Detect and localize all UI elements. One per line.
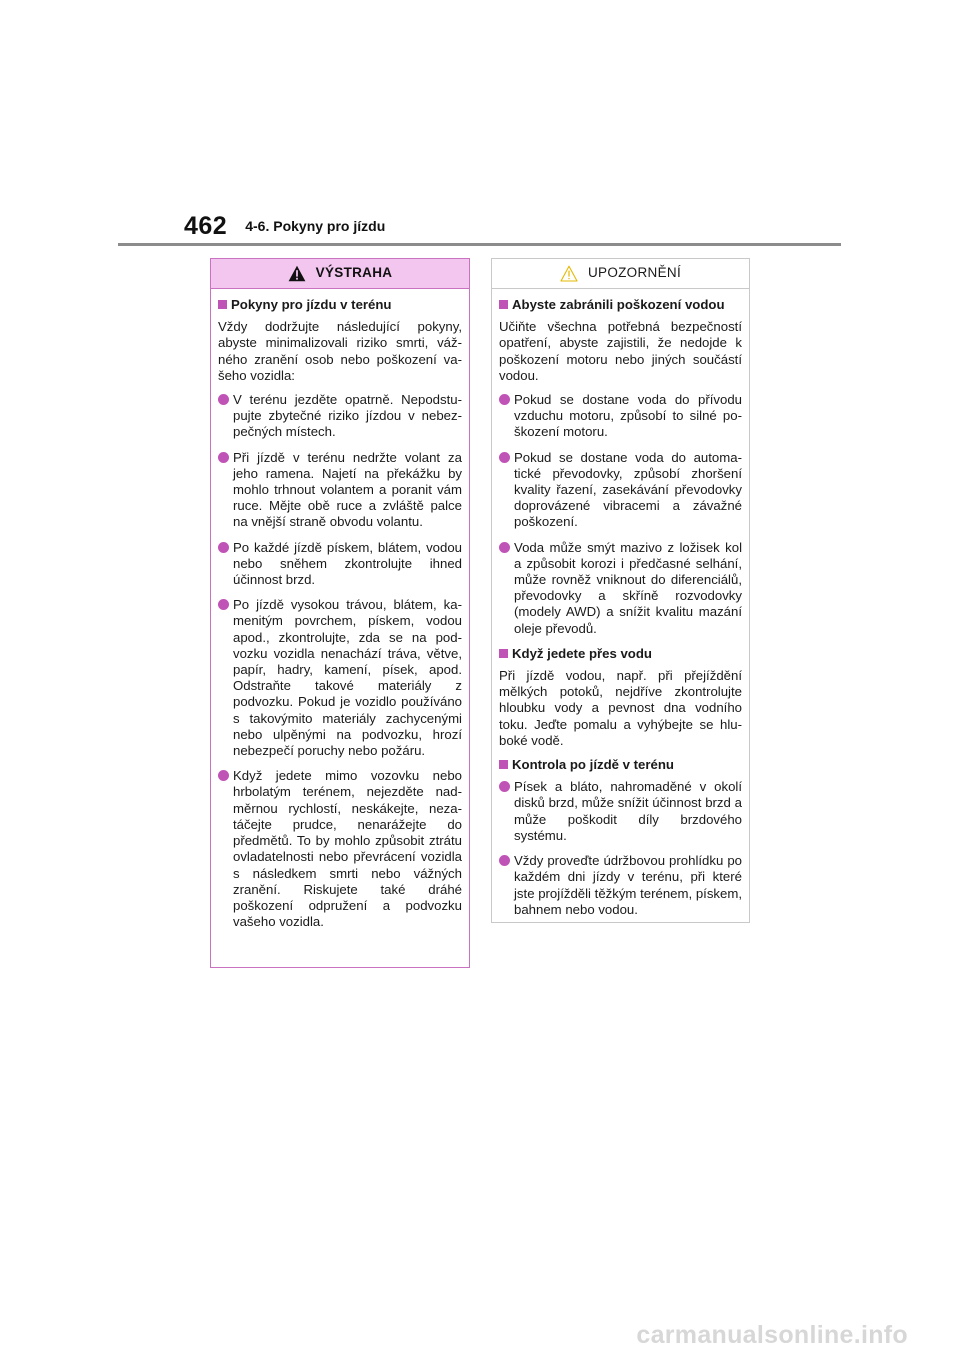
page-header bbox=[184, 212, 385, 241]
circle-bullet-icon bbox=[218, 599, 229, 610]
caution-box bbox=[491, 258, 750, 923]
list-item-text: Voda může smýt mazivo z ložisek kol a způsobit korozi i předčasné selhání, může rovněž vniknout do diferenciálů, převodovky a skříně rozvodovky (modely AWD) a snížit kvalitu mazání oleje převodů. bbox=[514, 539, 742, 636]
list-item-text: Pokud se dostane voda do automatické převodovky, způsobí zhoršení kvality řazení, zasekávání převodovky doprovázené vibracemi a závažné poškození. bbox=[514, 449, 742, 530]
warning-heading-text: Pokyny pro jízdu v terénu bbox=[231, 297, 392, 312]
list-item-text: Písek a bláto, nahromaděné v okolí disků brzd, může snížit účinnost brzd a může poškodit díly brzdového systému. bbox=[514, 779, 742, 843]
caution-box-title: UPOZORNĚNÍ bbox=[587, 265, 681, 281]
caution-heading-text: Kontrola po jízdě v terénu bbox=[512, 757, 674, 773]
caution-box-header bbox=[492, 259, 749, 289]
circle-bullet-icon bbox=[218, 452, 229, 463]
square-bullet-icon bbox=[499, 300, 508, 309]
warning-heading bbox=[218, 297, 462, 313]
caution-heading-text: Když jedete přes vodu bbox=[512, 645, 652, 661]
circle-bullet-icon bbox=[218, 394, 229, 405]
warning-box bbox=[210, 258, 470, 968]
warning-box-header bbox=[211, 259, 469, 289]
caution-intro: Učiňte všechna potřebná bezpečností opatření, abyste zajistili, že nedojde k poškození motoru nebo jiných součástí vodou. bbox=[499, 319, 742, 383]
circle-bullet-icon bbox=[218, 770, 229, 781]
caution-heading bbox=[499, 646, 742, 662]
warning-intro: Vždy dodržujte následující pokyny, abyste minimalizovali riziko smrti, vážného zranění osob nebo poškození vašeho vozidla: bbox=[218, 319, 462, 383]
watermark: carmanualsonline.info bbox=[636, 1321, 908, 1349]
warning-box-body bbox=[211, 289, 469, 930]
list-item bbox=[499, 450, 742, 531]
list-item bbox=[218, 597, 462, 759]
list-item bbox=[218, 392, 462, 441]
warning-box-title: VÝSTRAHA bbox=[315, 265, 393, 281]
page-number: 462 bbox=[184, 212, 228, 240]
square-bullet-icon bbox=[499, 760, 508, 769]
circle-bullet-icon bbox=[499, 394, 510, 405]
list-item bbox=[499, 540, 742, 637]
list-item-text: V terénu jezděte opatrně. Nepodstupujte zbytečné riziko jízdou v nebezpečných místech. bbox=[233, 392, 462, 440]
list-item bbox=[499, 392, 742, 441]
list-item-text: Po každé jízdě pískem, blátem, vodou nebo sněhem zkontrolujte ihned účinnost brzd. bbox=[233, 539, 462, 588]
caution-heading-text: Abyste zabránili poškození vodou bbox=[512, 297, 725, 312]
header-divider bbox=[118, 243, 841, 246]
caution-heading bbox=[499, 297, 742, 313]
circle-bullet-icon bbox=[499, 542, 510, 553]
caution-box-body bbox=[492, 289, 749, 918]
caution-intro: Při jízdě vodou, např. při přejíždění mělkých potoků, nejdříve zkontrolujte hloubku vody a pevnost dna vodního toku. Jeďte pomalu a vyhýbejte se hluboké vodě. bbox=[499, 668, 742, 748]
list-item bbox=[499, 853, 742, 918]
section-title: 4-6. Pokyny pro jízdu bbox=[245, 218, 386, 234]
circle-bullet-icon bbox=[499, 781, 510, 792]
circle-bullet-icon bbox=[499, 452, 510, 463]
list-item bbox=[218, 450, 462, 531]
list-item bbox=[499, 779, 742, 844]
list-item-text: Po jízdě vysokou trávou, blátem, kamenitým povrchem, pískem, vodou apod., zkontrolujte, zda se na podvozku vozidla nenachází tráva, větve, papír, hadry, kamení, písek, apod. Odstraňte takové materiály z podvozku. Pokud je vozidlo používáno s takovýmito materiály zachycenými nebo ulpěnými na podvozku, hrozí nebezpečí poruchy nebo požáru. bbox=[233, 597, 462, 759]
list-item-text: Pokud se dostane voda do přívodu vzduchu motoru, způsobí to silné poškození motoru. bbox=[514, 392, 742, 440]
list-item-text: Když jedete mimo vozovku nebo hrbolatým terénem, nejezděte nadměrnou rychlostí, neskákejte, nezatáčejte prudce, nenarážejte do předmětů. To by mohlo způsobit ztrátu ovladatelnosti nebo převrácení vozidla s následkem smrti nebo vážných zranění. Riskujete také dráhé poškození odpružení a podvozku vašeho vozidla. bbox=[233, 768, 462, 930]
circle-bullet-icon bbox=[218, 542, 229, 553]
list-item bbox=[218, 540, 462, 589]
caution-triangle-outline-icon bbox=[560, 265, 578, 282]
warning-triangle-filled-icon bbox=[288, 265, 306, 282]
circle-bullet-icon bbox=[499, 855, 510, 866]
list-item-text: Vždy proveďte údržbovou prohlídku po každém dni jízdy v terénu, při které jste projížděli těžkým terénem, pískem, bahnem nebo vodou. bbox=[514, 853, 742, 917]
square-bullet-icon bbox=[499, 649, 508, 658]
list-item bbox=[218, 768, 462, 930]
square-bullet-icon bbox=[218, 300, 227, 309]
caution-heading bbox=[499, 757, 742, 773]
list-item-text: Při jízdě v terénu nedržte volant za jeho ramena. Najetí na překážku by mohlo trhnout volantem a poranit vám ruce. Mějte obě ruce a zvláště palce na vnější straně obvodu volantu. bbox=[233, 449, 462, 530]
